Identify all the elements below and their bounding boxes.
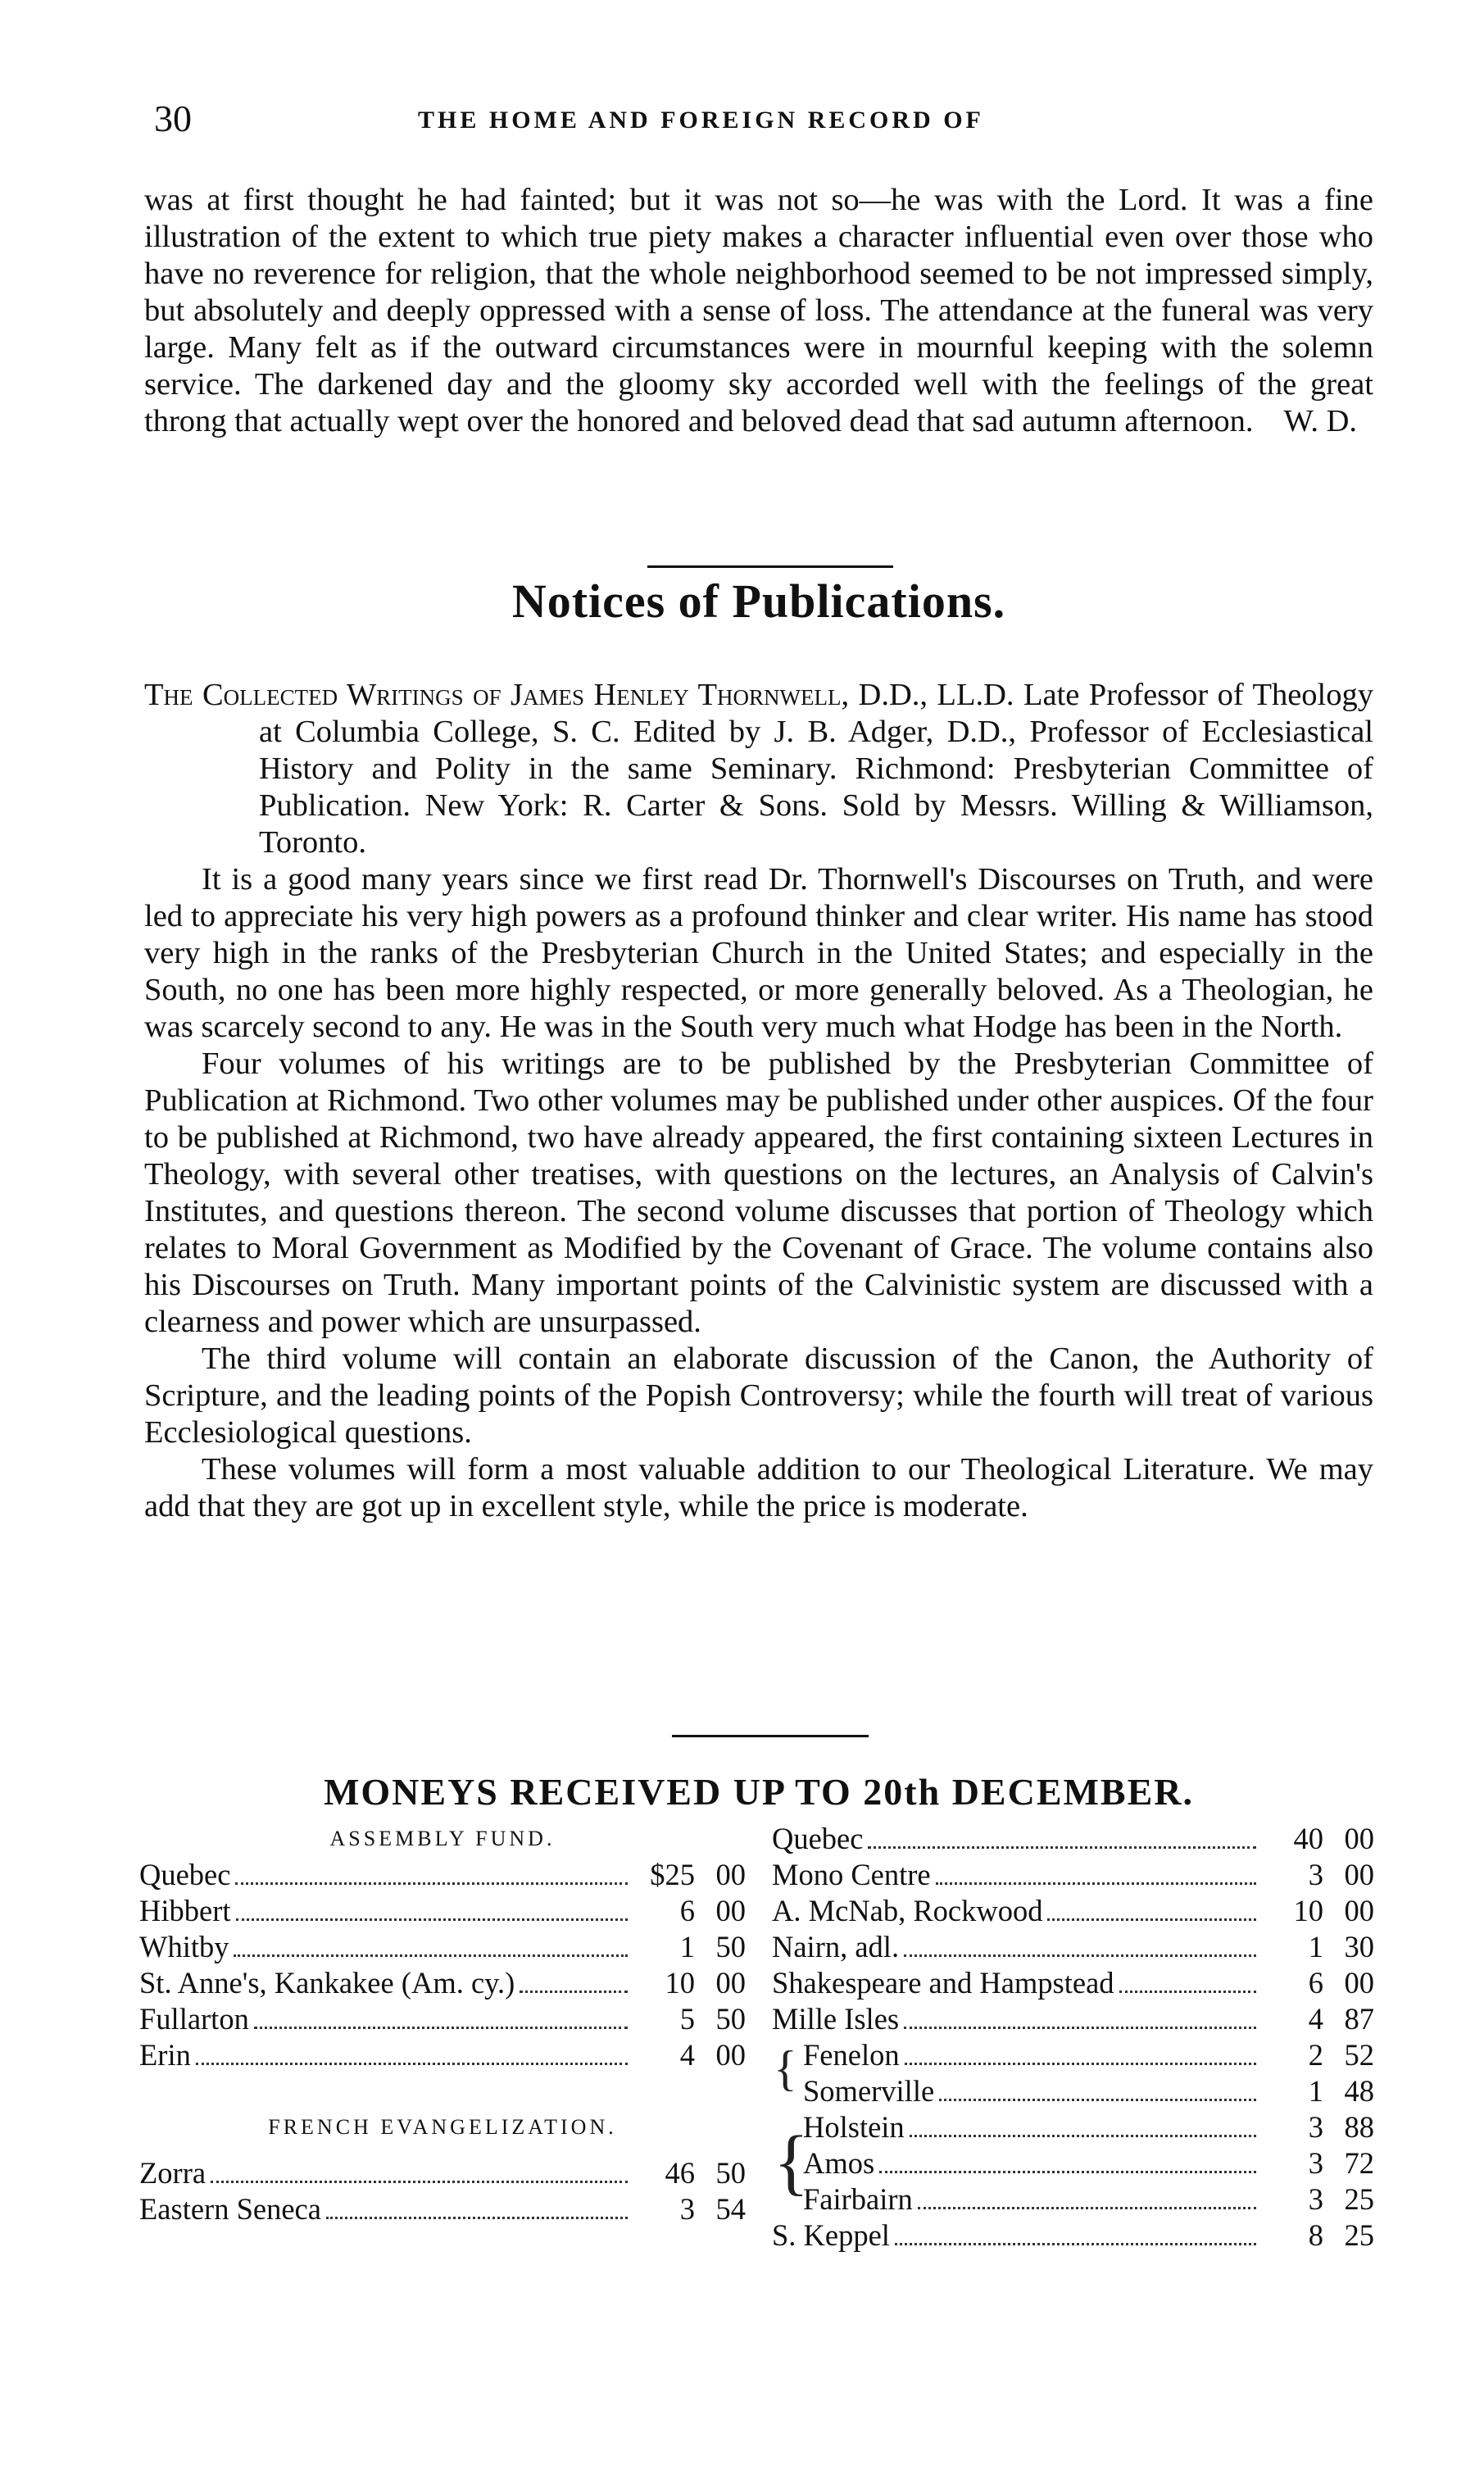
ledger-row-amount: [1261, 1965, 1374, 2001]
ledger-row-cents: 50: [715, 2156, 746, 2190]
ledger-row-cents: 87: [1344, 2002, 1374, 2036]
ledger-row-amount: [1261, 2181, 1374, 2218]
running-head-title: THE HOME AND FOREIGN RECORD OF: [418, 107, 984, 134]
ledger-row-dollars: 40: [1293, 1822, 1323, 1855]
ledger-row-cents: 00: [1344, 1894, 1374, 1927]
ledger-row: [803, 2181, 1374, 2218]
ledger-row: [772, 1821, 1374, 1857]
ledger-row-amount: [633, 2037, 746, 2073]
ledger-row-cents: 50: [715, 1930, 746, 1963]
ledger-row-dollars: 8: [1308, 2218, 1323, 2252]
ledger-row-name: Quebec: [772, 1822, 864, 1855]
ledger-row-name: Fairbairn: [803, 2182, 913, 2216]
brace-icon: {: [774, 2041, 797, 2095]
leader-dots: [910, 2135, 1256, 2137]
ledger-row-dollars: 1: [679, 1930, 695, 1963]
french-evangelization-list: [139, 2155, 746, 2227]
opening-section: [144, 182, 1373, 440]
leader-dots: [868, 1846, 1256, 1849]
ledger-row-name: Eastern Seneca: [139, 2192, 321, 2226]
ledger-row-dollars: 6: [679, 1894, 695, 1927]
ledger-row: [139, 2037, 746, 2073]
ledger-row-dollars: 4: [679, 2038, 695, 2072]
ledger-row-amount: [1261, 1929, 1374, 1965]
ledger-row-amount: [1261, 2001, 1374, 2037]
ledger-row-amount: [1261, 2145, 1374, 2181]
ledger-row-dollars: $25: [650, 1858, 695, 1891]
notice-paragraph-3: The third volume will contain an elaborate discussion of the Canon, the Authority of Scripture, and the leading points of the Popish Controversy; while the fourth will treat of various Ecclesiological questions.: [144, 1341, 1373, 1450]
right-column-tail-list: [772, 2218, 1374, 2254]
ledger-row-cents: 30: [1344, 1930, 1374, 1963]
ledger-row-cents: 52: [1344, 2038, 1374, 2072]
notices-section: [144, 677, 1373, 1525]
ledger-row: [772, 2218, 1374, 2254]
page-number: 30: [154, 98, 192, 139]
ledger-row-dollars: 1: [1308, 2074, 1323, 2108]
ledger-row-amount: [1261, 2037, 1374, 2073]
ledger-row-amount: [633, 2191, 746, 2227]
ledger-row-name: Nairn, adl.: [772, 1930, 900, 1963]
ledger-row-name: Mono Centre: [772, 1858, 931, 1891]
ledger-row: [803, 2073, 1374, 2109]
ledger-row-cents: 00: [1344, 1822, 1374, 1855]
ledger-left-column: [139, 1821, 746, 2227]
notice-paragraph-1: It is a good many years since we first read Dr. Thornwell's Discourses on Truth, and were led to appreciate his very high powers as a profound thinker and clear writer. His name has stood very high in the ranks of the Presbyterian Church in the United States; and especially in the South, no one has been more highly respected, or more generally beloved. As a Theologian, he was scarcely second to any. He was in the South very much what Hodge has been in the North.: [144, 862, 1373, 1044]
ledger-row-dollars: 10: [1293, 1894, 1323, 1927]
brace-group-1: [772, 2037, 1374, 2109]
ledger-row-dollars: 3: [1308, 1858, 1323, 1891]
leader-dots: [211, 2181, 628, 2183]
ledger-row-amount: [1261, 2073, 1374, 2109]
leader-dots: [326, 2217, 628, 2219]
ledger-row-name: Zorra: [139, 2156, 206, 2190]
ledger-row-cents: 00: [715, 2038, 746, 2072]
ledger-row: [139, 1893, 746, 1929]
ledger-row-amount: [633, 1965, 746, 2001]
ledger-row-dollars: 10: [665, 1966, 695, 2000]
notices-title: Notices of Publications.: [511, 574, 1006, 628]
ledger-row-name: Erin: [139, 2038, 191, 2072]
ledger-row-cents: 72: [1344, 2146, 1374, 2180]
ledger-row: [772, 1965, 1374, 2001]
ledger-row-dollars: 3: [1308, 2110, 1323, 2144]
opening-paragraph: was at first thought he had fainted; but it was not so—he was with the Lord. It was a fine illustration of the extent to which true piety makes a character influential even over those who have no reverence for religion, that the whole neighborhood seemed to be not impressed simply, but absolutely and deeply oppressed with a sense of loss. The attendance at the funeral was very large. Many felt as if the outward circumstances were in mournful keeping with the solemn service. The darkened day and the gloomy sky accorded well with the feelings of the great throng that actually wept over the honored and beloved dead that sad autumn afternoon.: [144, 183, 1373, 438]
ledger-row-name: Holstein: [803, 2110, 905, 2144]
ledger-row: [803, 2109, 1374, 2145]
ledger-row-amount: [1261, 2109, 1374, 2145]
ledger-row: [139, 2155, 746, 2191]
ledger-row-name: Whitby: [139, 1930, 229, 1963]
ledger-row-cents: 00: [715, 1858, 746, 1891]
ledger-row-name: A. McNab, Rockwood: [772, 1894, 1043, 1927]
ledger-row-cents: 54: [715, 2192, 746, 2226]
ledger-row: [772, 1857, 1374, 1893]
ledger-row-cents: 50: [715, 2002, 746, 2036]
ledger-row-amount: [1261, 1821, 1374, 1857]
ledger-row-amount: [633, 2001, 746, 2037]
ledger-row-amount: [1261, 1857, 1374, 1893]
ledger-row: [139, 1857, 746, 1893]
leader-dots: [895, 2243, 1256, 2245]
running-head: [147, 97, 1368, 146]
ledger-row: [803, 2145, 1374, 2181]
ledger-row-amount: [1261, 2218, 1374, 2254]
assembly-fund-heading: ASSEMBLY FUND.: [329, 1827, 556, 1850]
leader-dots: [1119, 1991, 1256, 1993]
ledger-row-name: Shakespeare and Hampstead: [772, 1966, 1114, 2000]
right-column-list: [772, 1821, 1374, 2037]
leader-dots: [904, 2027, 1256, 2029]
brace-group-2: [772, 2109, 1374, 2218]
ledger-row: [139, 2001, 746, 2037]
ledger-row-name: S. Keppel: [772, 2218, 890, 2252]
ledger-row-dollars: 3: [1308, 2182, 1323, 2216]
ledger-row: [772, 1893, 1374, 1929]
ledger-row-amount: [633, 1857, 746, 1893]
leader-dots: [235, 1882, 628, 1885]
leader-dots: [520, 1991, 628, 1993]
leader-dots: [904, 1954, 1256, 1957]
ledger-row-dollars: 5: [679, 2002, 695, 2036]
ledger-row-name: Mille Isles: [772, 2002, 900, 2036]
brace-group-2-list: [803, 2109, 1374, 2218]
ledger-row-amount: [633, 1929, 746, 1965]
leader-dots: [236, 1918, 629, 1921]
ledger-row-cents: 25: [1344, 2182, 1374, 2216]
ledger-row: [803, 2037, 1374, 2073]
ledger-row-dollars: 1: [1308, 1930, 1323, 1963]
section-divider: [647, 565, 893, 568]
ledger-row-dollars: 4: [1308, 2002, 1323, 2036]
brace-icon: {: [774, 2122, 810, 2203]
ledger-row-cents: 88: [1344, 2110, 1374, 2144]
leader-dots: [234, 1954, 628, 1957]
ledger-row-name: Fenelon: [803, 2038, 900, 2072]
ledger-row-name: Quebec: [139, 1858, 231, 1891]
notice-paragraph-2: Four volumes of his writings are to be published by the Presbyterian Committee of Publication at Richmond. Two other volumes may be published under other auspices. Of the four to be published at Richmond, two have already appeared, the first containing sixteen Lectures in Theology, with several other treatises, with questions on the lectures, an Analysis of Calvin's Institutes, and questions thereon. The second volume discusses that portion of Theology which relates to Moral Government as Modified by the Covenant of Grace. The volume contains also his Discourses on Truth. Many important points of the Calvinistic system are discussed with a clearness and power which are unsurpassed.: [144, 1046, 1373, 1339]
leader-dots: [905, 2063, 1256, 2065]
notice-paragraph-4: These volumes will form a most valuable addition to our Theological Literature. We may add that they are got up in excellent style, while the price is moderate.: [144, 1452, 1373, 1523]
leader-dots: [939, 2099, 1256, 2101]
brace-group-1-list: [803, 2037, 1374, 2109]
ledger-row-amount: [633, 2155, 746, 2191]
ledger-row-name: Hibbert: [139, 1894, 231, 1927]
ledger-row-cents: 00: [715, 1966, 746, 2000]
publication-details: Late Professor of Theology at Columbia College, S. C. Edited by J. B. Adger, D.D., Professor of Ecclesiastical History and Polity in the same Seminary. Richmond: Presbyterian Committee of Publication. New York: R. Carter & Sons. Sold by Messrs. Willing & Williamson, Toronto.: [259, 678, 1374, 860]
ledger-row: [139, 1965, 746, 2001]
leader-dots: [936, 1882, 1256, 1885]
french-evangelization-heading: FRENCH EVANGELIZATION.: [268, 2115, 617, 2139]
ledger-right-column: [772, 1821, 1374, 2254]
ledger-row-cents: 25: [1344, 2218, 1374, 2252]
ledger-row-name: St. Anne's, Kankakee (Am. cy.): [139, 1966, 515, 2000]
ledger-row-dollars: 3: [1308, 2146, 1323, 2180]
ledger-row-cents: 00: [715, 1894, 746, 1927]
ledger-row-name: Amos: [803, 2146, 875, 2180]
ledger-row-dollars: 3: [679, 2192, 695, 2226]
publication-entry: [144, 677, 1373, 861]
ledger-row-cents: 00: [1344, 1858, 1374, 1891]
ledger-row-amount: [1261, 1893, 1374, 1929]
ledger-row-cents: 48: [1344, 2074, 1374, 2108]
leader-dots: [918, 2207, 1256, 2209]
ledger-row: [772, 1929, 1374, 1965]
ledger-row-dollars: 6: [1308, 1966, 1323, 2000]
publication-title: The Collected Writings of James Henley Thornwell, D.D., LL.D.: [144, 678, 1014, 712]
leader-dots: [1047, 1918, 1256, 1921]
assembly-fund-list: [139, 1857, 746, 2073]
leader-dots: [254, 2027, 628, 2029]
ledger-row-dollars: 46: [665, 2156, 695, 2190]
ledger-row-cents: 00: [1344, 1966, 1374, 2000]
ledger-row-amount: [633, 1893, 746, 1929]
ledger-row-name: Somerville: [803, 2074, 935, 2108]
moneys-title: MONEYS RECEIVED UP TO 20th DECEMBER.: [323, 1771, 1194, 1813]
ledger-row: [139, 1929, 746, 1965]
ledger-row-dollars: 2: [1308, 2038, 1323, 2072]
ledger-row-name: Fullarton: [139, 2002, 249, 2036]
opening-signoff: W. D.: [1283, 404, 1357, 438]
ledger-row: [772, 2001, 1374, 2037]
ledger-row: [139, 2191, 746, 2227]
moneys-divider: [672, 1735, 869, 1737]
leader-dots: [879, 2171, 1256, 2173]
leader-dots: [196, 2063, 628, 2065]
